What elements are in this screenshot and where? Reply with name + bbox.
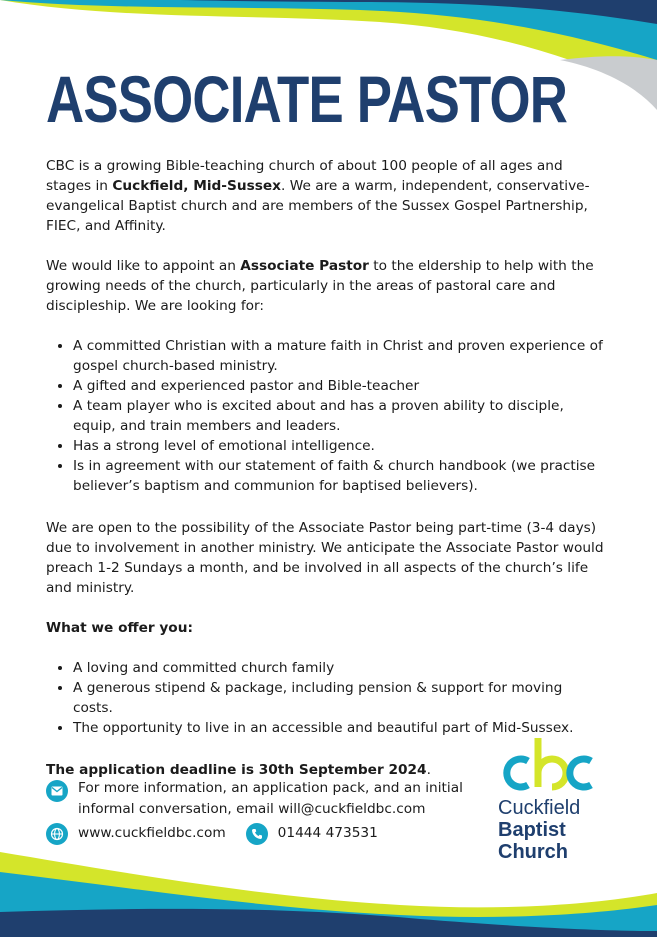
website-link[interactable]: www.cuckfieldbc.com bbox=[78, 824, 226, 841]
contact-info-row bbox=[46, 778, 486, 820]
list-item: • A committed Christian with a mature faith in Christ and proven experience of gospel church-based ministry. bbox=[73, 336, 606, 376]
list-item: • Has a strong level of emotional intelligence. bbox=[73, 436, 606, 456]
intro-paragraph: CBC is a growing Bible-teaching church of about 100 people of all ages and stages in Cuckfield, Mid-Sussex. We are a warm, independent, conservative-evangelical Baptist church and are members of the Sussex Gospel Partnership, FIEC, and Affinity. bbox=[46, 158, 590, 234]
list-item: • A gifted and experienced pastor and Bible-teacher bbox=[73, 376, 606, 396]
logo-line1: Cuckfield bbox=[498, 797, 581, 819]
offer-list bbox=[46, 658, 606, 738]
contact-info-line1: For more information, an application pack, and an initial bbox=[78, 780, 463, 796]
offer-heading: What we offer you: bbox=[46, 620, 193, 636]
cbc-logo-mark bbox=[498, 735, 598, 797]
list-item: • A team player who is excited about and has a proven ability to disciple, equip, and train members and leaders. bbox=[73, 396, 606, 436]
list-item: • A loving and committed church family bbox=[73, 658, 606, 678]
logo-line2: Baptist bbox=[498, 819, 566, 841]
phone-number[interactable]: 01444 473531 bbox=[277, 824, 378, 841]
email-icon bbox=[46, 780, 68, 802]
list-item: • A generous stipend & package, including pension & support for moving costs. bbox=[73, 678, 606, 718]
list-item: • Is in agreement with our statement of faith & church handbook (we practise believer’s baptism and communion for baptised believers). bbox=[73, 456, 606, 496]
deadline-text: The application deadline is 30th September 2024. bbox=[46, 762, 431, 778]
appoint-paragraph: We would like to appoint an Associate Pastor to the eldership to help with the growing needs of the church, particularly in the areas of pastoral care and discipleship. We are looking for: bbox=[46, 258, 594, 314]
logo-line3: Church bbox=[498, 841, 568, 863]
list-item: • The opportunity to live in an accessible and beautiful part of Mid-Sussex. bbox=[73, 718, 606, 738]
looking-for-list bbox=[46, 336, 606, 496]
main-content bbox=[46, 156, 606, 800]
part-time-paragraph: We are open to the possibility of the Associate Pastor being part-time (3-4 days) due to involvement in another ministry. We anticipate the Associate Pastor would preach 1-2 Sundays a month, and be involved in all aspects of the church’s life and ministry. bbox=[46, 520, 604, 596]
contact-info-line2[interactable]: informal conversation, email will@cuckfieldbc.com bbox=[78, 801, 426, 817]
bottom-wave-decoration bbox=[0, 827, 657, 937]
page-title: ASSOCIATE PASTOR bbox=[46, 62, 568, 136]
